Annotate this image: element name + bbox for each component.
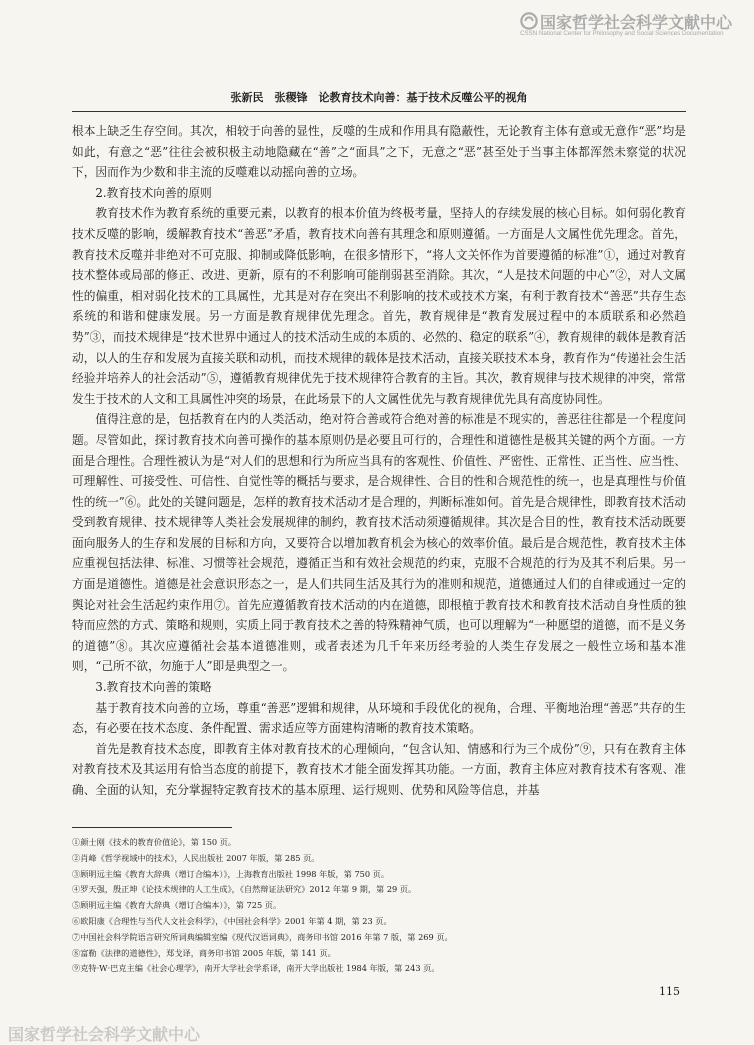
paragraph: 基于教育技术向善的立场，尊重“善恶”逻辑和规律，从环境和手段优化的视角，合理、平衡地治理“善恶”共存的生态，有必要在技术态度、条件配置、需求适应等方面建构清晰的教育技术策略。	[72, 700, 686, 736]
running-header: 张新民 张稷锋 论教育技术向善：基于技术反噬公平的视角	[230, 91, 528, 104]
paragraph: 教育技术作为教育系统的重要元素，以教育的根本价值为终极考量，坚持人的存续发展的核心目标。如何弱化教育技术反噬的影响，缓解教育技术“善恶”矛盾，教育技术向善有其理念和原则遵循。一方面是人文属性优先理念。首先，教育技术反噬并非绝对不可克服、抑制或降低影响，在很多情形下，“将人文关怀作为首要遵循的标准”①，通过对教育技术整体或局部的修正、改进、更新，原有的不利影响可能削弱甚至消除。其次，“人是技术问题的中心”②，对人文属性的偏重，相对弱化技术的工具属性，尤其是对存在突出不利影响的技术或技术方案，有利于教育技术“善恶”共存生态系统的和谐和健康发展。另一方面是教育规律优先理念。首先，教育规律是“教育发展过程中的本质联系和必然趋势”③，而技术规律是“技术世界中通过人的技术活动生成的本质的、必然的、稳定的联系”④，教育规律的载体是教育活动，以人的生存和发展为直接关联和动机，而技术规律的载体是技术活动，直接关联技术本身，教育作为“传递社会生活经验并培养人的社会活动”⑤，遵循教育规律优先于技术规律符合教育的主旨。其次，教育规律与技术规律的冲突，常常发生于技术的人文和工具属性冲突的场景，在此场景下的人文属性优先与教育规律优先具有高度协同性。	[72, 206, 686, 406]
logo-name-cn: 国家哲学社会科学文献中心	[540, 13, 733, 32]
footnote: ⑦中国社会科学院语言研究所词典编辑室编《现代汉语词典》，商务印书馆 2016 年第 7 版，第 269 页。	[72, 931, 453, 942]
section-heading-strategies: 3.教育技术向善的策略	[95, 680, 212, 695]
footnote: ②肖峰《哲学视域中的技术》，人民出版社 2007 年版，第 285 页。	[72, 852, 320, 863]
header-divider	[72, 111, 686, 112]
footnote: ⑥欧阳康《合理性与当代人文社会科学》，《中国社会科学》2001 年第 4 期，第 23 页。	[72, 915, 392, 926]
footnote-divider	[72, 827, 232, 828]
footnote: ④罗天强，殷正坤《论技术规律的人工生成》，《自然辩证法研究》2012 年第 9 期，第 29 页。	[72, 884, 417, 895]
bottom-watermark	[0, 1022, 754, 1044]
footnote: ⑤顾明远主编《教育大辞典（增订合编本）》，第 725 页。	[72, 900, 282, 911]
paragraph: 首先是教育技术态度，即教育主体对教育技术的心理倾向，“包含认知、情感和行为三个成份”⑨，只有在教育主体对教育技术及其运用有恰当态度的前提下，教育技术才能全面发挥其功能。一方面，教育主体应对教育技术有客观、准确、全面的认知，充分掌握特定教育技术的基本原理、运行规则、优势和风险等信息，并基	[72, 741, 686, 797]
section-heading-principles: 2.教育技术向善的原则	[95, 185, 212, 200]
watermark-text: 国家哲学社会科学文献中心	[8, 1025, 201, 1044]
logo-name-en: CSSN National Center for Philosophy and Social Sciences Documentation	[520, 30, 724, 37]
footnote: ⑧富勒《法律的道德性》，郑戈译，商务印书馆 2005 年版，第 141 页。	[72, 947, 336, 958]
paragraph-continued: 根本上缺乏生存空间。其次，相较于向善的显性，反噬的生成和作用具有隐蔽性，无论教育主体有意或无意作“恶”均是如此，有意之“恶”往往会被积极主动地隐藏在“善”之“面具”之下，无意之“恶”甚至处于当事主体都浑然未察觉的状况下，因而作为少数和非主流的反噬难以动摇向善的立场。	[72, 124, 686, 180]
article-body	[72, 121, 686, 801]
page-number: 115	[659, 985, 680, 998]
footnote: ①颜士刚《技术的教育价值论》，第 150 页。	[72, 837, 237, 847]
footnotes	[72, 835, 686, 977]
footnote: ③顾明远主编《教育大辞典（增订合编本）》，上海教育出版社 1998 年版，第 750 页。	[72, 868, 390, 879]
site-logo	[520, 10, 740, 40]
paragraph: 值得注意的是，包括教育在内的人类活动，绝对符合善或符合绝对善的标准是不现实的，善恶往往都是一个程度问题。尽管如此，探讨教育技术向善可操作的基本原则仍是必要且可行的，合理性和道德性是极其关键的两个方面。一方面是合理性。合理性被认为是“对人们的思想和行为所应当具有的客观性、价值性、严密性、正常性、正当性、应当性、可理解性、可接受性、可信性、自觉性等的概括与要求，是合规律性、合目的性和合规范性的统一，也是真理性与价值性的统一”⑥。此处的关键问题是，怎样的教育技术活动才是合理的，判断标准如何。首先是合规律性，即教育技术活动受到教育规律、技术规律等人类社会发展规律的制约，教育技术活动须遵循规律。其次是合目的性，教育技术活动既要面向服务人的生存和发展的目标和方向，又要符合以增加教育机会为核心的效率价值。最后是合规范性，教育技术主体应重视包括法律、标准、习惯等社会规范，遵循正当和有效社会规范的约束，克服不合规范的行为及其不利后果。另一方面是道德性。道德是社会意识形态之一，是人们共同生活及其行为的准则和规范，道德通过人们的自律或通过一定的舆论对社会生活起约束作用⑦。首先应遵循教育技术活动的内在道德，即根植于教育技术和教育技术活动自身性质的独特而应然的方式、策略和规则，实质上同于教育技术之善的特殊精神气质，也可以理解为“一种愿望的道德，而不是义务的道德”⑧。其次应遵循社会基本道德准则，或者表述为几千年来历经考验的人类生存发展之一般性立场和基本准则，“己所不欲，勿施于人”即是典型之一。	[72, 412, 686, 674]
footnote: ⑨克特·W·巴克主编《社会心理学》，南开大学社会学系译，南开大学出版社 1984 年版，第 243 页。	[72, 963, 440, 974]
logo-mark-icon	[520, 12, 538, 30]
